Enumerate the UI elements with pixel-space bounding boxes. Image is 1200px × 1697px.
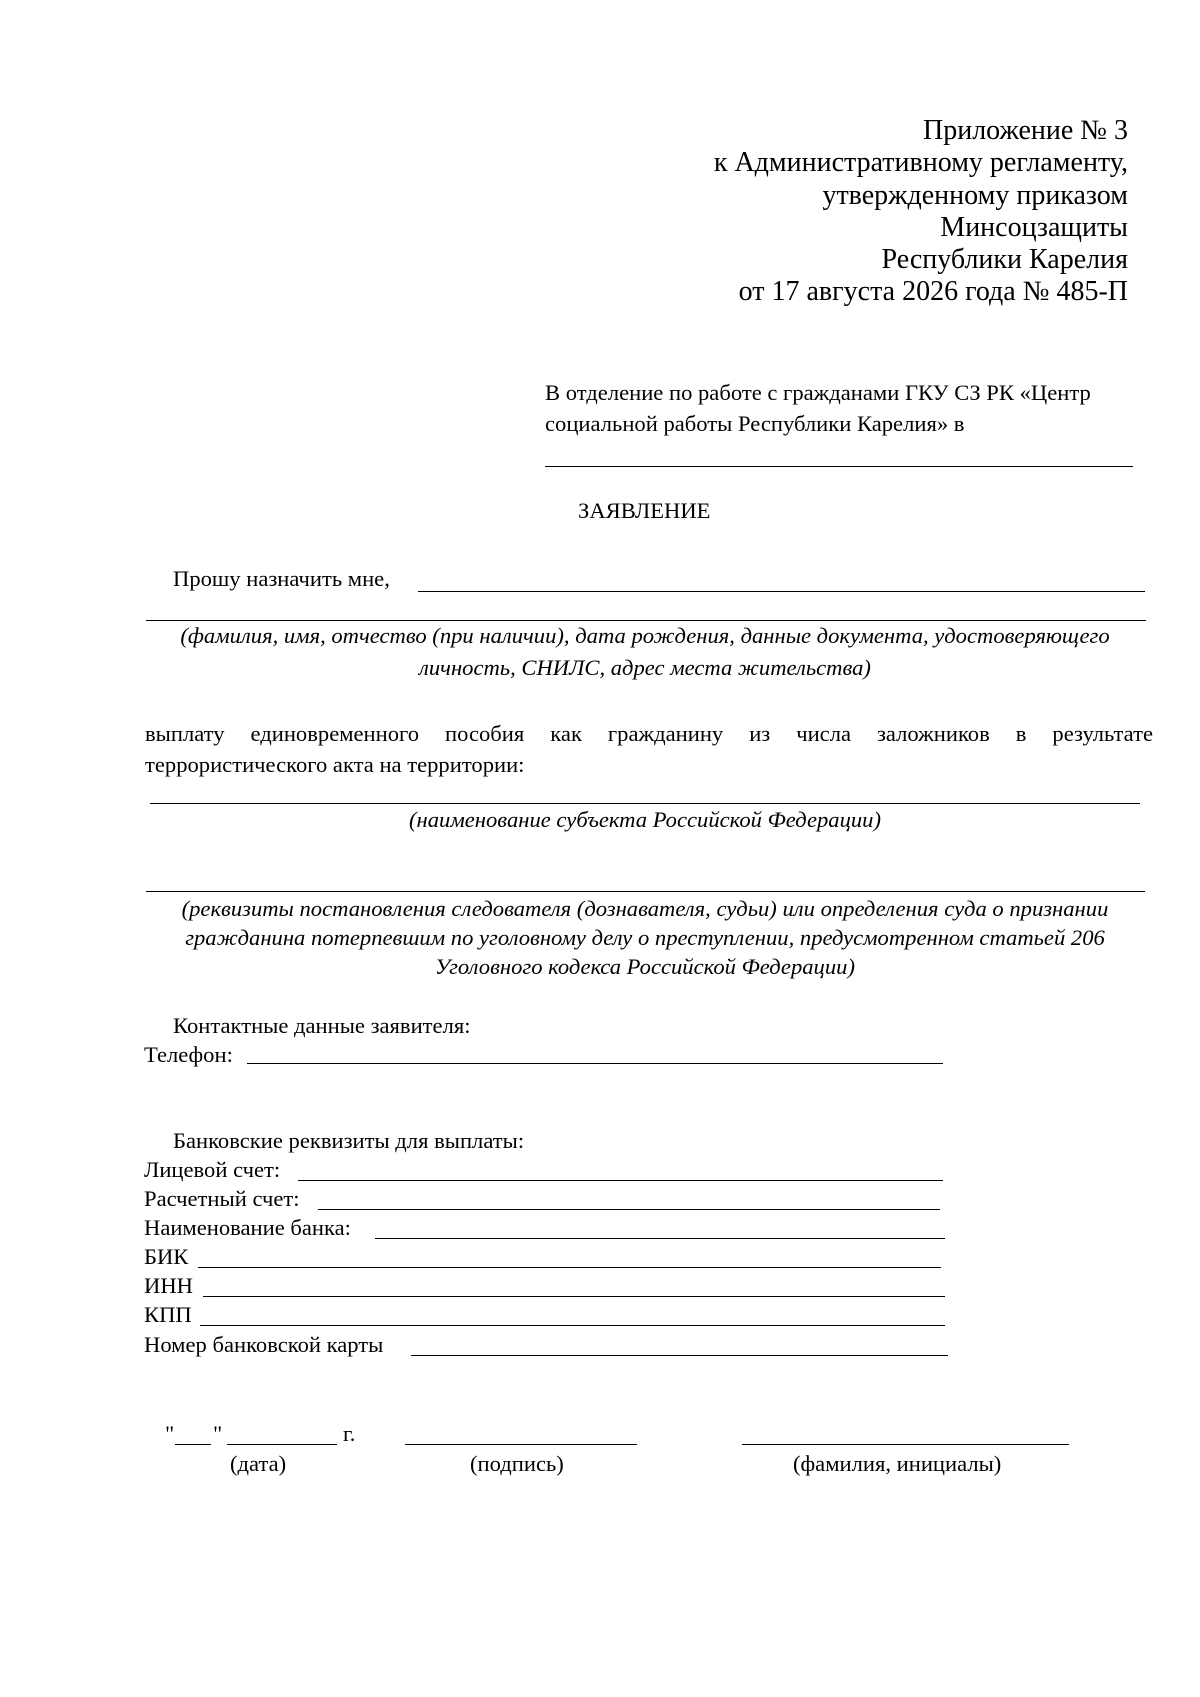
appendix-line: от 17 августа 2026 года № 485-П: [738, 276, 1128, 308]
resolution-hint-line-3: Уголовного кодекса Российской Федерации): [435, 954, 855, 979]
date-caption: (дата): [230, 1451, 287, 1476]
applicant-input-line-2[interactable]: [146, 620, 1146, 621]
bank-heading: Банковские реквизиты для выплаты:: [173, 1128, 525, 1153]
date-quote-close: ": [213, 1421, 223, 1446]
appendix-line: к Административному регламенту,: [713, 147, 1128, 179]
resolution-hint-line-2: гражданина потерпевшим по уголовному делу о преступлении, предусмотренном статьей 206: [185, 925, 1105, 950]
name-initials-input-line[interactable]: [742, 1444, 1069, 1445]
settlement-account-input-line[interactable]: [318, 1209, 940, 1210]
bank-name-label: Наименование банка:: [144, 1215, 351, 1240]
addressee-line-1: В отделение по работе с гражданами ГКУ СЗ РК «Центр: [545, 380, 1091, 405]
contacts-heading: Контактные данные заявителя:: [173, 1013, 471, 1038]
personal-account-label: Лицевой счет:: [144, 1157, 281, 1182]
bank-name-input-line[interactable]: [375, 1238, 945, 1239]
inn-input-line[interactable]: [203, 1296, 945, 1297]
date-quote-open: ": [165, 1421, 175, 1446]
appendix-line: Республики Карелия: [881, 244, 1128, 276]
addressee-input-line[interactable]: [545, 466, 1133, 467]
card-number-input-line[interactable]: [411, 1355, 948, 1356]
resolution-hint-line-1: (реквизиты постановления следователя (дознавателя, судьи) или определения суда о признании: [181, 896, 1109, 921]
appendix-line: Приложение № 3: [923, 115, 1128, 146]
bik-input-line[interactable]: [198, 1267, 941, 1268]
date-month-input-line[interactable]: [227, 1444, 337, 1445]
document-title: ЗАЯВЛЕНИЕ: [578, 498, 711, 523]
addressee-line-2: социальной работы Республики Карелия» в: [545, 411, 965, 436]
appendix-line: Минсоцзащиты: [940, 211, 1128, 243]
settlement-account-label: Расчетный счет:: [144, 1186, 300, 1211]
date-day-input-line[interactable]: [175, 1444, 211, 1445]
signature-input-line[interactable]: [405, 1444, 637, 1445]
resolution-input-line[interactable]: [146, 891, 1145, 892]
applicant-hint-line-2: личность, СНИЛС, адрес места жительства): [419, 655, 871, 680]
personal-account-input-line[interactable]: [298, 1180, 943, 1181]
name-initials-caption: (фамилия, инициалы): [793, 1451, 1002, 1476]
region-input-line[interactable]: [150, 803, 1140, 804]
signature-caption: (подпись): [470, 1451, 564, 1476]
appendix-line: утвержденному приказом: [822, 179, 1128, 211]
phone-label: Телефон:: [144, 1042, 233, 1067]
phone-input-line[interactable]: [247, 1063, 943, 1064]
request-label: Прошу назначить мне,: [173, 566, 390, 591]
payment-text-line-1: выплату единовременного пособия как гражданину из числа заложников в результате: [145, 721, 1153, 746]
kpp-input-line[interactable]: [200, 1325, 945, 1326]
payment-text-line-2: террористического акта на территории:: [145, 752, 525, 777]
region-hint: (наименование субъекта Российской Федерации): [409, 807, 881, 832]
year-suffix: г.: [343, 1421, 356, 1446]
card-number-label: Номер банковской карты: [144, 1332, 384, 1357]
addressee-block: [545, 377, 1091, 439]
appendix-header: [528, 115, 1128, 309]
inn-label: ИНН: [144, 1273, 193, 1298]
applicant-input-line-1[interactable]: [418, 591, 1145, 592]
applicant-hint-line-1: (фамилия, имя, отчество (при наличии), дата рождения, данные документа, удостоверяющего: [180, 623, 1110, 648]
kpp-label: КПП: [144, 1302, 192, 1327]
bik-label: БИК: [144, 1244, 189, 1269]
